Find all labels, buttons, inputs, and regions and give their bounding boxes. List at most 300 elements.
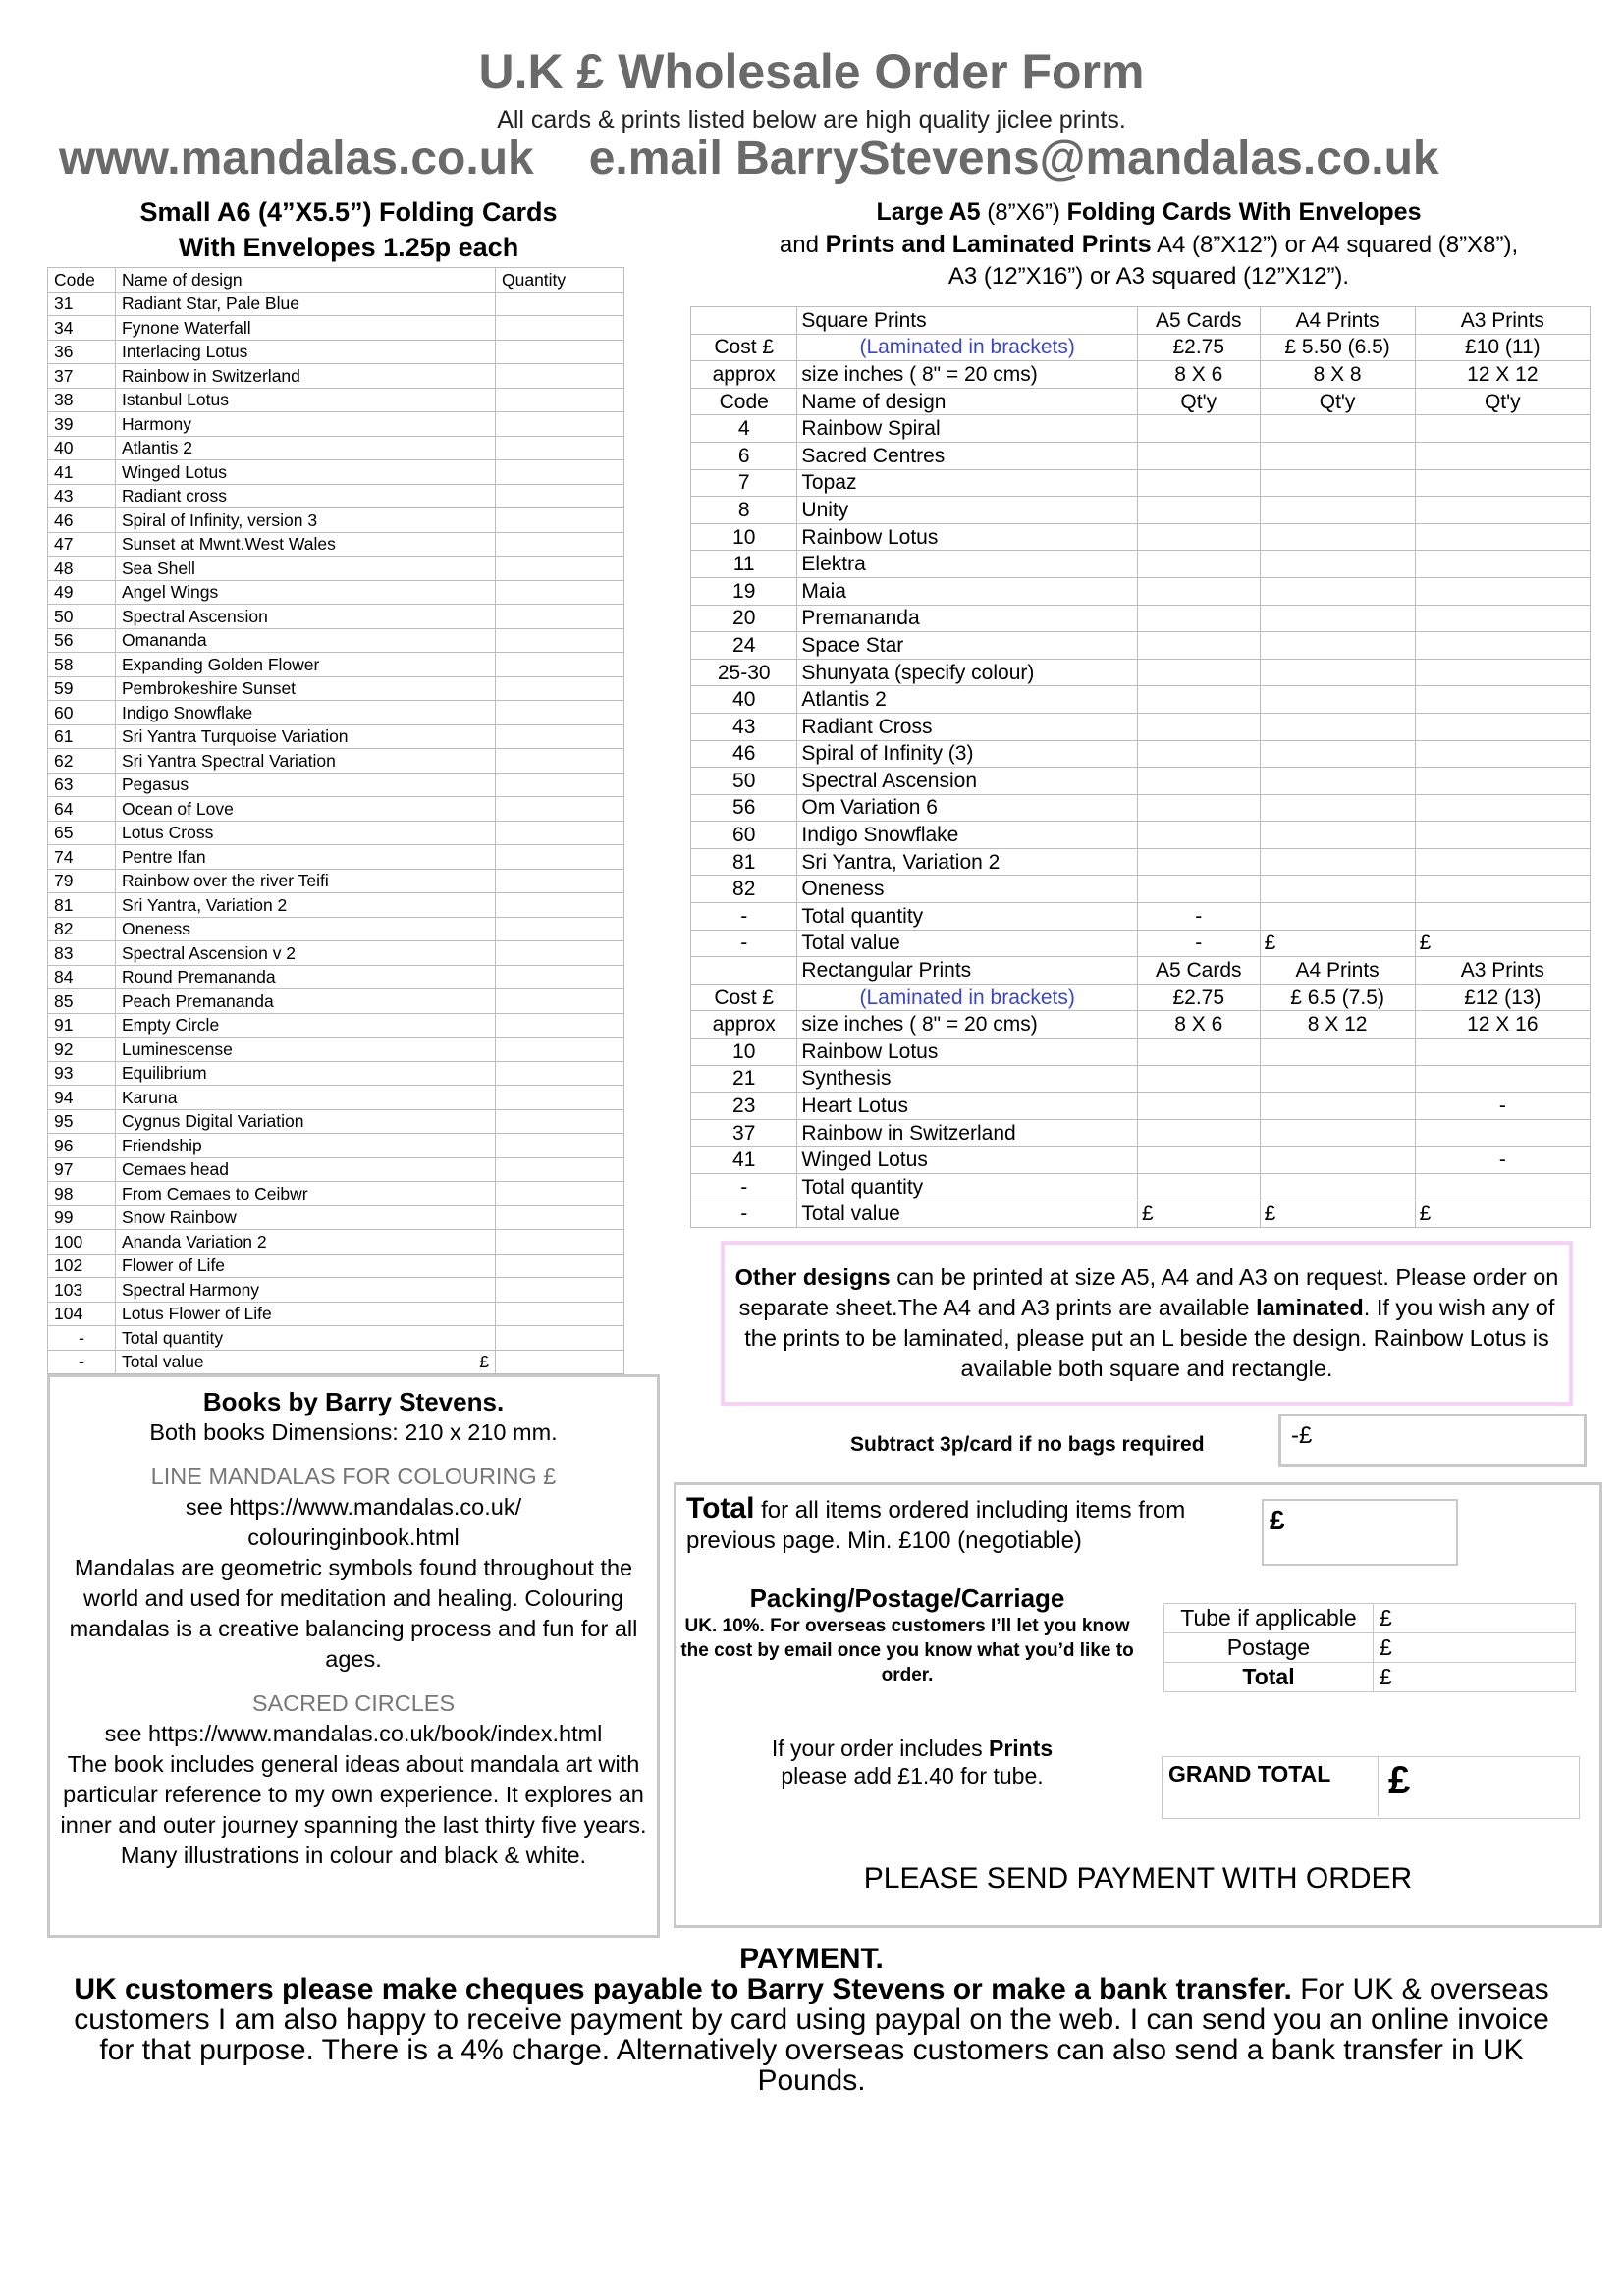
design-code: 24 — [691, 632, 797, 660]
a5-quantity-field[interactable] — [1137, 848, 1260, 876]
postage-label: Total — [1164, 1663, 1374, 1692]
design-code: 8 — [691, 497, 797, 524]
table-row — [48, 508, 624, 533]
total-dash: - — [48, 1326, 116, 1351]
design-code: 79 — [48, 869, 116, 893]
book2-link[interactable]: see https://www.mandalas.co.uk/book/index.html — [104, 1721, 603, 1746]
payment-text — [59, 1974, 1564, 2096]
design-code: 21 — [691, 1065, 797, 1093]
a5-quantity-field[interactable] — [1137, 415, 1260, 443]
square-total-value-row-cell: - — [691, 930, 797, 957]
large-heading-prints: Prints and Laminated Prints — [825, 231, 1152, 258]
a4-quantity-field[interactable] — [1260, 551, 1415, 578]
a3-quantity-field[interactable]: - — [1415, 1093, 1590, 1120]
prints-tube-note — [735, 1735, 1089, 1789]
a3-quantity-field[interactable] — [1415, 713, 1590, 740]
book1-link-line1[interactable]: see https://www.mandalas.co.uk/ — [185, 1494, 522, 1520]
design-name: Cemaes head — [116, 1157, 496, 1182]
square-size-row-cell: approx — [691, 361, 797, 389]
prints-note-bold: Prints — [988, 1735, 1054, 1761]
square-cost-row-cell: £2.75 — [1137, 334, 1260, 361]
design-code: 96 — [48, 1134, 116, 1158]
design-name: Atlantis 2 — [116, 436, 496, 460]
square-total-value-row-cell: - — [1137, 930, 1260, 957]
square-code-row-cell: Qt'y — [1260, 388, 1415, 415]
quantity-field[interactable] — [496, 797, 624, 822]
a5-quantity-field[interactable] — [1137, 497, 1260, 524]
small-total-value-row — [48, 1350, 624, 1374]
rect-cost-row-cell: £12 (13) — [1415, 984, 1590, 1011]
quantity-field[interactable] — [496, 989, 624, 1014]
design-name: Friendship — [116, 1134, 496, 1158]
quantity-field[interactable] — [496, 605, 624, 629]
a3-quantity-field[interactable] — [1415, 768, 1590, 795]
quantity-field[interactable] — [496, 965, 624, 989]
design-code: 36 — [48, 340, 116, 364]
a3-quantity-field[interactable] — [1415, 1119, 1590, 1147]
postage-field[interactable]: £ — [1374, 1633, 1576, 1663]
a5-quantity-field[interactable] — [1137, 1119, 1260, 1147]
quantity-field[interactable] — [496, 845, 624, 870]
quantity-field[interactable] — [496, 1302, 624, 1326]
a5-quantity-field[interactable] — [1137, 577, 1260, 605]
quantity-field[interactable] — [496, 412, 624, 437]
page-title: U.K £ Wholesale Order Form — [478, 44, 1145, 99]
quantity-field[interactable] — [496, 508, 624, 533]
design-name: Radiant Star, Pale Blue — [116, 292, 496, 316]
quantity-field[interactable] — [496, 388, 624, 412]
a5-quantity-field[interactable] — [1137, 686, 1260, 714]
total-quantity-field[interactable] — [496, 1326, 624, 1351]
a5-quantity-field[interactable] — [1137, 605, 1260, 632]
large-heading-cards: Folding Cards With Envelopes — [1066, 198, 1422, 226]
design-name: Luminescense — [116, 1038, 496, 1062]
table-row — [48, 1013, 624, 1038]
design-code: 43 — [48, 484, 116, 508]
quantity-field[interactable] — [496, 316, 624, 341]
a3-quantity-field[interactable] — [1415, 794, 1590, 822]
quantity-field[interactable] — [496, 1134, 624, 1158]
design-code: 62 — [48, 749, 116, 774]
table-row — [48, 436, 624, 460]
a4-quantity-field[interactable] — [1260, 794, 1415, 822]
postage-field[interactable]: £ — [1374, 1604, 1576, 1633]
quantity-field[interactable] — [496, 292, 624, 316]
a3-quantity-field[interactable] — [1415, 1065, 1590, 1093]
book1-link-line2[interactable]: colouringinbook.html — [247, 1524, 460, 1550]
design-code: 7 — [691, 469, 797, 497]
website-link[interactable]: www.mandalas.co.uk — [59, 133, 534, 185]
table-row — [691, 1039, 1591, 1066]
square-header-row-cell: A3 Prints — [1415, 307, 1590, 335]
contact-line — [59, 132, 1439, 186]
a4-quantity-field[interactable] — [1260, 713, 1415, 740]
a3-quantity-field[interactable] — [1415, 497, 1590, 524]
quantity-field[interactable] — [496, 1157, 624, 1182]
other-designs-note — [721, 1241, 1573, 1406]
a4-quantity-field[interactable] — [1260, 822, 1415, 849]
table-row — [48, 1134, 624, 1158]
table-row — [691, 523, 1591, 551]
table-row — [48, 628, 624, 653]
table-row — [48, 1157, 624, 1182]
quantity-field[interactable] — [496, 1109, 624, 1134]
total-value-field[interactable] — [496, 1350, 624, 1374]
a3-quantity-field[interactable] — [1415, 415, 1590, 443]
design-name: Shunyata (specify colour) — [797, 659, 1138, 686]
square-total-quantity-row-cell: - — [1137, 903, 1260, 931]
large-cards-table — [690, 306, 1591, 1228]
a4-quantity-field[interactable] — [1260, 605, 1415, 632]
design-name: Spectral Ascension v 2 — [116, 941, 496, 966]
quantity-field[interactable] — [496, 676, 624, 701]
square-cost-row — [691, 334, 1591, 361]
a4-quantity-field[interactable] — [1260, 1039, 1415, 1066]
a5-quantity-field[interactable] — [1137, 523, 1260, 551]
design-name: Winged Lotus — [797, 1147, 1138, 1174]
design-code: 97 — [48, 1157, 116, 1182]
a3-quantity-field[interactable] — [1415, 848, 1590, 876]
design-name: Sri Yantra Spectral Variation — [116, 749, 496, 774]
quantity-field[interactable] — [496, 364, 624, 389]
a4-quantity-field[interactable] — [1260, 1119, 1415, 1147]
grand-total-field[interactable]: £ — [1388, 1759, 1411, 1802]
table-row — [691, 497, 1591, 524]
quantity-field[interactable] — [496, 1182, 624, 1206]
rect-total-quantity-row-cell: - — [691, 1174, 797, 1201]
design-code: 81 — [691, 848, 797, 876]
a3-quantity-field[interactable] — [1415, 605, 1590, 632]
a5-quantity-field[interactable] — [1137, 1039, 1260, 1066]
design-code: 100 — [48, 1230, 116, 1255]
quantity-field[interactable] — [496, 460, 624, 485]
design-name: Oneness — [797, 876, 1138, 903]
design-name: Sunset at Mwnt.West Wales — [116, 532, 496, 557]
quantity-field[interactable] — [496, 701, 624, 725]
design-code: 85 — [48, 989, 116, 1014]
square-cost-row-cell: Cost £ — [691, 334, 797, 361]
design-name: Rainbow Lotus — [797, 1039, 1138, 1066]
postage-table — [1163, 1603, 1576, 1692]
square-header-row-cell: Square Prints — [797, 307, 1138, 335]
quantity-field[interactable] — [496, 917, 624, 941]
design-code: 11 — [691, 551, 797, 578]
small-cards-table — [47, 267, 624, 1374]
quantity-field[interactable] — [496, 580, 624, 605]
a4-quantity-field[interactable] — [1260, 1147, 1415, 1174]
quantity-field[interactable] — [496, 532, 624, 557]
square-header-row-cell: A4 Prints — [1260, 307, 1415, 335]
a3-quantity-field[interactable] — [1415, 876, 1590, 903]
rect-header-row-cell: Rectangular Prints — [797, 957, 1138, 985]
a4-quantity-field[interactable] — [1260, 1065, 1415, 1093]
design-code: 84 — [48, 965, 116, 989]
postage-label: Tube if applicable — [1164, 1604, 1374, 1633]
a3-quantity-field[interactable] — [1415, 686, 1590, 714]
square-code-row-cell: Code — [691, 388, 797, 415]
table-row — [48, 1230, 624, 1255]
small-cards-heading-line1: Small A6 (4”X5.5”) Folding Cards — [139, 197, 558, 227]
a3-quantity-field[interactable] — [1415, 1039, 1590, 1066]
a3-quantity-field[interactable] — [1415, 577, 1590, 605]
square-size-row — [691, 361, 1591, 389]
design-name: Pembrokeshire Sunset — [116, 676, 496, 701]
design-name: Spectral Ascension — [797, 768, 1138, 795]
design-name: Harmony — [116, 412, 496, 437]
grand-total-label: GRAND TOTAL — [1163, 1757, 1379, 1816]
a3-quantity-field[interactable]: - — [1415, 1147, 1590, 1174]
table-row — [48, 724, 624, 749]
quantity-field[interactable] — [496, 1254, 624, 1278]
rect-size-row — [691, 1011, 1591, 1039]
a3-quantity-field[interactable] — [1415, 632, 1590, 660]
design-name: Oneness — [116, 917, 496, 941]
total-description — [676, 1493, 1217, 1556]
a4-quantity-field[interactable] — [1260, 740, 1415, 768]
large-heading-line1 — [687, 196, 1610, 229]
table-row — [48, 989, 624, 1014]
a4-quantity-field[interactable] — [1260, 442, 1415, 469]
table-row — [691, 469, 1591, 497]
design-code: 10 — [691, 1039, 797, 1066]
a3-quantity-field[interactable] — [1415, 551, 1590, 578]
design-code: 94 — [48, 1086, 116, 1110]
large-heading-line3: A3 (12”X16”) or A3 squared (12”X12”). — [947, 263, 1350, 290]
design-code: 20 — [691, 605, 797, 632]
prints-note-c: please add £1.40 for tube. — [781, 1763, 1044, 1789]
postage-row — [1164, 1663, 1576, 1692]
rect-header-row-cell — [691, 957, 797, 985]
a5-quantity-field[interactable] — [1137, 1065, 1260, 1093]
table-row — [48, 292, 624, 316]
rect-cost-row-cell: (Laminated in brackets) — [797, 984, 1138, 1011]
quantity-field[interactable] — [496, 1061, 624, 1086]
design-name: Spiral of Infinity (3) — [797, 740, 1138, 768]
rect-total-quantity-row — [691, 1174, 1591, 1201]
books-panel — [47, 1374, 660, 1938]
square-total-value-row — [691, 930, 1591, 957]
design-name: Sacred Centres — [797, 442, 1138, 469]
payment-section — [59, 1944, 1564, 2096]
design-name: Spectral Harmony — [116, 1278, 496, 1303]
quantity-field[interactable] — [496, 1086, 624, 1110]
a3-quantity-field[interactable] — [1415, 469, 1590, 497]
subtract-field[interactable]: -£ — [1278, 1414, 1587, 1467]
quantity-field[interactable] — [496, 628, 624, 653]
a5-quantity-field[interactable] — [1137, 1147, 1260, 1174]
a4-quantity-field[interactable] — [1260, 632, 1415, 660]
design-name: Rainbow Spiral — [797, 415, 1138, 443]
a4-quantity-field[interactable] — [1260, 497, 1415, 524]
a4-quantity-field[interactable] — [1260, 848, 1415, 876]
a5-quantity-field[interactable] — [1137, 822, 1260, 849]
a4-quantity-field[interactable] — [1260, 686, 1415, 714]
design-name: Om Variation 6 — [797, 794, 1138, 822]
rect-total-value-row-cell: £ — [1260, 1201, 1415, 1228]
table-row — [48, 532, 624, 557]
table-row — [48, 460, 624, 485]
books-dimensions: Both books Dimensions: 210 x 210 mm. — [149, 1419, 558, 1445]
design-code: 41 — [691, 1147, 797, 1174]
quantity-field[interactable] — [496, 1013, 624, 1038]
quantity-field[interactable] — [496, 1205, 624, 1230]
table-row — [48, 1086, 624, 1110]
design-name: Rainbow in Switzerland — [116, 364, 496, 389]
a4-quantity-field[interactable] — [1260, 523, 1415, 551]
col-code-header: Code — [48, 268, 116, 293]
rect-header-row — [691, 957, 1591, 985]
design-name: Unity — [797, 497, 1138, 524]
square-total-value-row-cell: Total value — [797, 930, 1138, 957]
rect-size-row-cell: 8 X 12 — [1260, 1011, 1415, 1039]
design-name: Pegasus — [116, 773, 496, 797]
design-name: Winged Lotus — [116, 460, 496, 485]
packing-section — [676, 1583, 1138, 1687]
quantity-field[interactable] — [496, 749, 624, 774]
a3-quantity-field[interactable] — [1415, 740, 1590, 768]
table-row — [691, 442, 1591, 469]
design-name: Equilibrium — [116, 1061, 496, 1086]
design-code: 95 — [48, 1109, 116, 1134]
a5-quantity-field[interactable] — [1137, 794, 1260, 822]
total-field[interactable]: £ — [1262, 1499, 1458, 1566]
design-code: 64 — [48, 797, 116, 822]
total-value-label — [116, 1350, 496, 1374]
a4-quantity-field[interactable] — [1260, 1093, 1415, 1120]
table-row — [691, 577, 1591, 605]
quantity-field[interactable] — [496, 821, 624, 845]
a5-quantity-field[interactable] — [1137, 659, 1260, 686]
design-name: Atlantis 2 — [797, 686, 1138, 714]
rect-header-row-cell: A4 Prints — [1260, 957, 1415, 985]
a5-quantity-field[interactable] — [1137, 632, 1260, 660]
col-name-header: Name of design — [116, 268, 496, 293]
a4-quantity-field[interactable] — [1260, 659, 1415, 686]
design-name: Interlacing Lotus — [116, 340, 496, 364]
design-code: 103 — [48, 1278, 116, 1303]
square-cost-row-cell: (Laminated in brackets) — [797, 334, 1138, 361]
quantity-field[interactable] — [496, 1038, 624, 1062]
design-name: Topaz — [797, 469, 1138, 497]
laminated-bold: laminated — [1256, 1295, 1364, 1320]
table-row — [691, 551, 1591, 578]
table-row — [691, 686, 1591, 714]
design-name: Snow Rainbow — [116, 1205, 496, 1230]
table-row — [48, 340, 624, 364]
design-name: Space Star — [797, 632, 1138, 660]
small-cards-heading — [137, 194, 560, 265]
design-name: Expanding Golden Flower — [116, 653, 496, 677]
rect-total-quantity-row-cell — [1415, 1174, 1590, 1201]
a4-quantity-field[interactable] — [1260, 577, 1415, 605]
quantity-field[interactable] — [496, 869, 624, 893]
rect-header-row-cell: A3 Prints — [1415, 957, 1590, 985]
table-row — [48, 388, 624, 412]
book2-title: SACRED CIRCLES — [251, 1690, 456, 1716]
total-quantity-label: Total quantity — [116, 1326, 496, 1351]
design-code: 83 — [48, 941, 116, 966]
square-total-quantity-row-cell — [1260, 903, 1415, 931]
quantity-field[interactable] — [496, 653, 624, 677]
postage-row — [1164, 1604, 1576, 1633]
quantity-field[interactable] — [496, 557, 624, 581]
a5-quantity-field[interactable] — [1137, 740, 1260, 768]
quantity-field[interactable] — [496, 1230, 624, 1255]
quantity-field[interactable] — [496, 340, 624, 364]
a3-quantity-field[interactable] — [1415, 822, 1590, 849]
design-code: 60 — [691, 822, 797, 849]
a5-quantity-field[interactable] — [1137, 768, 1260, 795]
a4-quantity-field[interactable] — [1260, 768, 1415, 795]
a4-quantity-field[interactable] — [1260, 469, 1415, 497]
design-code: 58 — [48, 653, 116, 677]
a5-quantity-field[interactable] — [1137, 442, 1260, 469]
design-code: 82 — [691, 876, 797, 903]
quantity-field[interactable] — [496, 941, 624, 966]
square-total-quantity-row — [691, 903, 1591, 931]
postage-field[interactable]: £ — [1374, 1663, 1576, 1692]
table-row — [48, 845, 624, 870]
a5-quantity-field[interactable] — [1137, 713, 1260, 740]
quantity-field[interactable] — [496, 436, 624, 460]
quantity-field[interactable] — [496, 484, 624, 508]
a3-quantity-field[interactable] — [1415, 523, 1590, 551]
square-cost-row-cell: £10 (11) — [1415, 334, 1590, 361]
design-code: 91 — [48, 1013, 116, 1038]
square-cost-row-cell: £ 5.50 (6.5) — [1260, 334, 1415, 361]
quantity-field[interactable] — [496, 1278, 624, 1303]
quantity-field[interactable] — [496, 773, 624, 797]
table-row — [691, 794, 1591, 822]
rect-header-row-cell: A5 Cards — [1137, 957, 1260, 985]
design-name: Radiant cross — [116, 484, 496, 508]
table-row — [691, 1065, 1591, 1093]
rect-total-quantity-row-cell — [1137, 1174, 1260, 1201]
table-row — [691, 1119, 1591, 1147]
quantity-field[interactable] — [496, 724, 624, 749]
design-name: Istanbul Lotus — [116, 388, 496, 412]
other-designs-text1: can be printed at size A5, A4 and A3 on request. Please order on separate sheet.The A4 and A3 prints are available — [738, 1264, 1559, 1320]
design-name: From Cemaes to Ceibwr — [116, 1182, 496, 1206]
packing-text: UK. 10%. For overseas customers I’ll let you know the cost by email once you know what you’d like to order. — [680, 1616, 1134, 1685]
design-name: Sri Yantra, Variation 2 — [116, 893, 496, 918]
table-row — [48, 1109, 624, 1134]
a4-quantity-field[interactable] — [1260, 415, 1415, 443]
a5-quantity-field[interactable] — [1137, 551, 1260, 578]
a5-quantity-field[interactable] — [1137, 876, 1260, 903]
total-dash: - — [48, 1350, 116, 1374]
design-name: Spiral of Infinity, version 3 — [116, 508, 496, 533]
quantity-field[interactable] — [496, 893, 624, 918]
design-name: Spectral Ascension — [116, 605, 496, 629]
a4-quantity-field[interactable] — [1260, 876, 1415, 903]
square-total-quantity-row-cell — [1415, 903, 1590, 931]
design-name: Rainbow over the river Teifi — [116, 869, 496, 893]
design-name: Angel Wings — [116, 580, 496, 605]
square-code-row-cell: Qt'y — [1137, 388, 1260, 415]
a3-quantity-field[interactable] — [1415, 659, 1590, 686]
a3-quantity-field[interactable] — [1415, 442, 1590, 469]
email-link[interactable]: e.mail BarryStevens@mandalas.co.uk — [588, 133, 1439, 185]
design-code: 81 — [48, 893, 116, 918]
design-code: 19 — [691, 577, 797, 605]
design-name: Fynone Waterfall — [116, 316, 496, 341]
a5-quantity-field[interactable] — [1137, 1093, 1260, 1120]
table-row — [48, 749, 624, 774]
design-code: 50 — [691, 768, 797, 795]
a5-quantity-field[interactable] — [1137, 469, 1260, 497]
design-code: 40 — [691, 686, 797, 714]
